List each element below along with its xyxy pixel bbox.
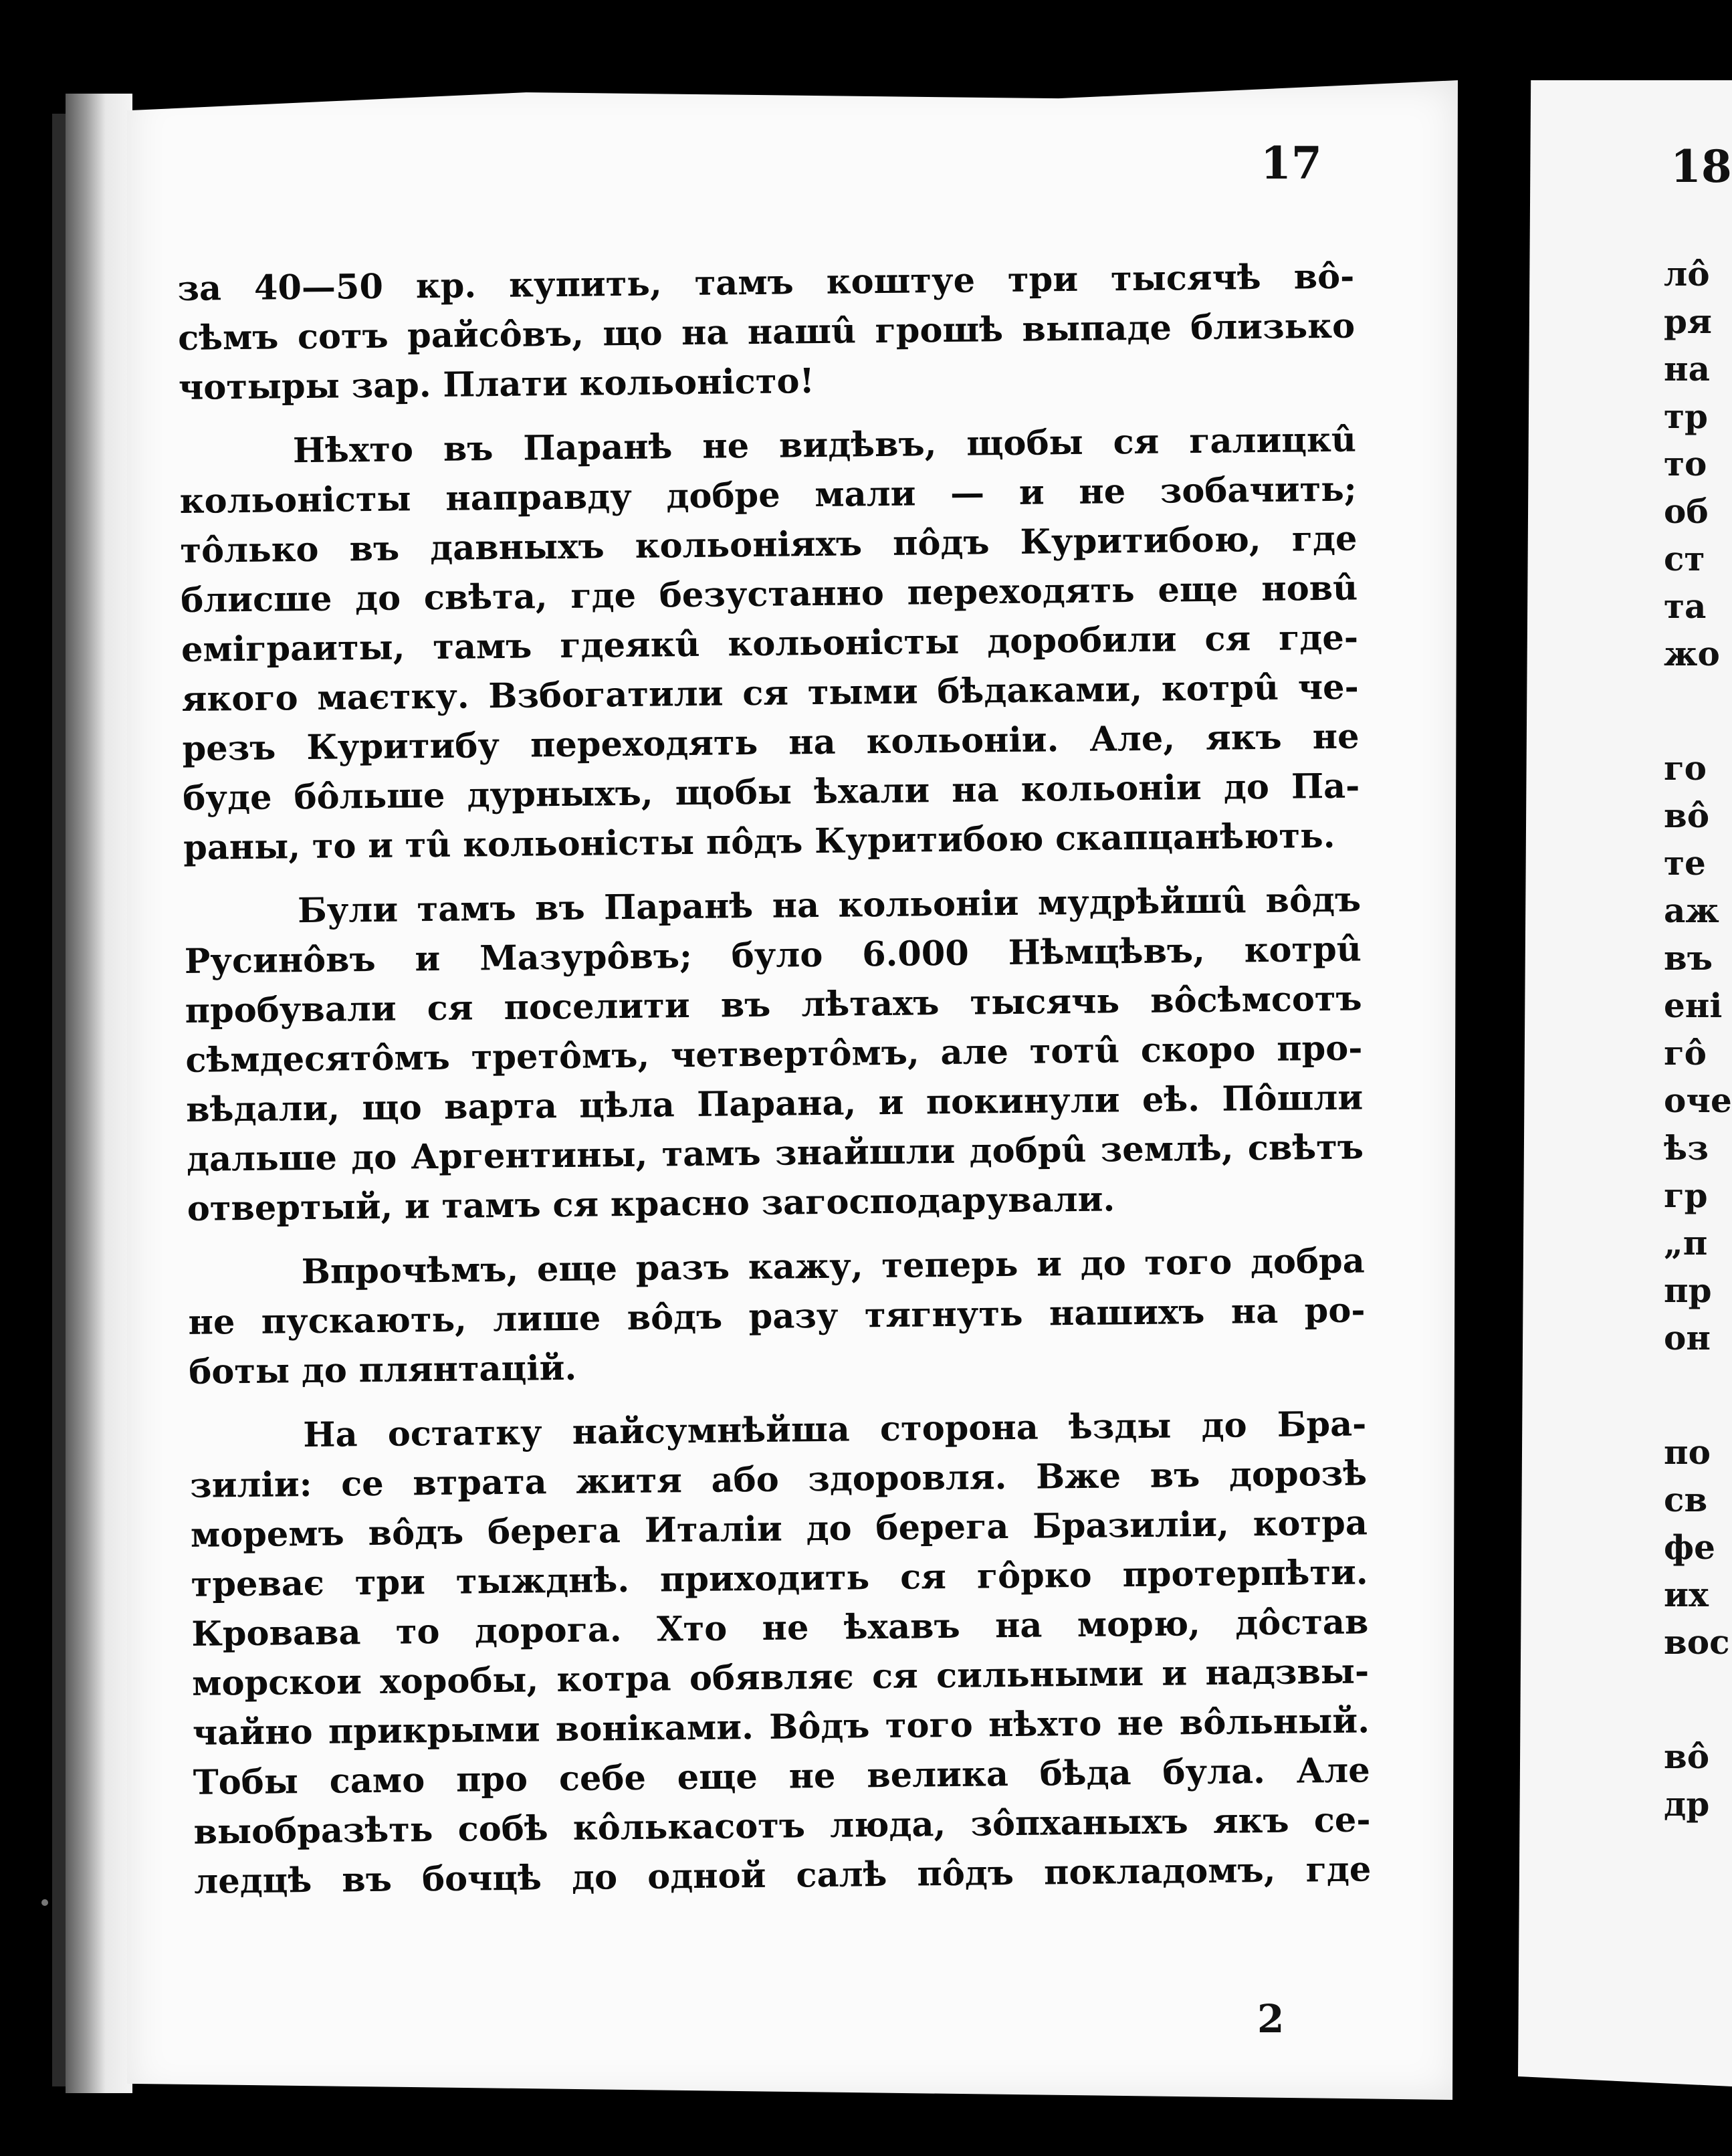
next-page-line-fragment: св (1664, 1480, 1708, 1519)
scan-speck (41, 1899, 48, 1906)
next-page-line-fragment: ря (1664, 302, 1712, 341)
text-line: резъ Куритибу переходять на кольоніи. Але, якъ не (182, 716, 1360, 769)
next-page-line-fragment: та (1664, 586, 1707, 626)
text-line: якого маєтку. Взбогатили ся тыми бѣдаками, котрû че- (181, 667, 1360, 720)
paragraph-5 (189, 1399, 1372, 1906)
next-page-line-fragment: те (1664, 843, 1706, 883)
text-line: кольоністы направду добре мали — и не зобачить; (179, 469, 1357, 522)
next-page-line-fragment: лô (1664, 254, 1710, 294)
next-page-number: 18 (1670, 140, 1732, 193)
next-page-line-fragment: фе (1664, 1527, 1715, 1567)
text-line: Тобы само про себе еще не велика бѣда була. Але (193, 1750, 1370, 1803)
next-page-gap (1664, 1366, 1717, 1432)
next-page-line-fragment: по (1664, 1432, 1711, 1472)
text-line: за 40—50 кр. купить, тамъ коштуе три тысячѣ вô- (177, 256, 1355, 309)
text-line: сѣмдесятôмъ третôмъ, четвертôмъ, але тотû скоро про- (185, 1028, 1363, 1081)
paragraph-3 (184, 875, 1364, 1234)
text-line: моремъ вôдъ берега Италіи до берега Бразиліи, котра (190, 1503, 1368, 1555)
text-line: блисше до свѣта, где безустанно переходять еще новû (180, 568, 1358, 621)
text-line: Впрочѣмъ, еще разъ кажу, теперь и до того добра (301, 1241, 1366, 1293)
text-line: вѣдали, що варта цѣла Парана, и покинули еѣ. Пôшли (185, 1077, 1364, 1130)
text-line: Русинôвъ и Мазурôвъ; було 6.000 Нѣмцѣвъ, котрû (184, 929, 1362, 982)
text-line: морскои хоробы, котра обявляє ся сильными и надзвы- (191, 1651, 1370, 1704)
next-page-line-fragment: въ (1664, 938, 1713, 978)
text-line: На остатку найсумнѣйша сторона ѣзды до Бра- (303, 1404, 1367, 1456)
paragraph-1 (177, 252, 1356, 413)
text-line: зиліи: се втрата житя або здоровля. Вже въ дорозѣ (189, 1453, 1368, 1506)
text-line: треває три тыжднѣ. приходить ся гôрко протерпѣти. (191, 1552, 1368, 1605)
next-page-line-fragment: их (1664, 1575, 1709, 1614)
next-page-text-fragments (1664, 254, 1732, 1832)
next-page-line-fragment: тр (1664, 397, 1708, 436)
next-page-line-fragment: др (1664, 1784, 1710, 1824)
next-page-line-fragment: то (1664, 444, 1707, 483)
next-page-line-fragment: ст (1664, 539, 1705, 578)
next-page-line-fragment: гр (1664, 1176, 1708, 1215)
text-line: раны, то и тû кольоністы пôдъ Куритибою скапцанѣють. (183, 815, 1335, 868)
text-line: Нѣхто въ Паранѣ не видѣвъ, щобы ся галицкû (292, 419, 1357, 471)
next-page-gap (1664, 1670, 1717, 1737)
next-page-line-fragment: на (1664, 349, 1710, 389)
text-line: сѣмъ сотъ райсôвъ, що на нашû грошѣ выпаде близько (177, 306, 1356, 358)
text-line: тôлько въ давныхъ кольоніяхъ пôдъ Куритибою, где (180, 518, 1358, 571)
next-page-gap (1664, 681, 1717, 748)
text-line: пробували ся поселити въ лѣтахъ тысячь вôсѣмсотъ (185, 978, 1362, 1031)
paragraph-2 (179, 415, 1361, 873)
text-line: ледцѣ въ бочцѣ до одной салѣ пôдъ покладомъ, где (194, 1849, 1372, 1902)
text-line: не пускають, лише вôдъ разу тягнуть нашихъ на ро- (188, 1290, 1366, 1343)
next-page-line-fragment: ѣз (1664, 1128, 1709, 1168)
next-page-line-fragment: вô (1664, 1737, 1710, 1776)
next-page-line-fragment: „п (1664, 1223, 1708, 1263)
page-number: 17 (1261, 137, 1322, 189)
text-line: дальше до Аргентины, тамъ знайшли добрû землѣ, свѣтъ (186, 1127, 1364, 1180)
text-line: боты до плянтацій. (189, 1348, 577, 1392)
next-page-line-fragment: жо (1664, 634, 1720, 673)
text-line: выобразѣть собѣ кôлькасотъ люда, зôпханыхъ якъ се- (193, 1800, 1371, 1852)
signature-mark: 2 (1257, 1996, 1285, 2042)
next-page-line-fragment: об (1664, 492, 1709, 531)
page-text (177, 252, 1372, 1921)
text-line: чайно прикрыми воніками. Вôдъ того нѣхто не вôльный. (192, 1701, 1370, 1753)
book-page-edges (66, 94, 132, 2093)
text-line: Були тамъ въ Паранѣ на кольоніи мудрѣйшû вôдъ (297, 879, 1362, 932)
next-page-line-fragment: вô (1664, 796, 1710, 835)
next-page-line-fragment: ені (1664, 986, 1723, 1025)
paragraph-4 (187, 1236, 1366, 1396)
next-page-line-fragment: аж (1664, 891, 1719, 930)
text-line: отвертый, и тамъ ся красно загосподарували. (187, 1179, 1115, 1229)
text-line: чотыры зар. Плати кольоністо! (178, 361, 815, 408)
next-page-line-fragment: го (1664, 748, 1707, 788)
next-page-line-fragment: вос (1664, 1622, 1730, 1662)
text-line: буде бôльше дурныхъ, щобы ѣхали на кольоніи до Па- (183, 766, 1360, 819)
text-line: Кровава то дорога. Хто не ѣхавъ на морю, дôстав (191, 1602, 1369, 1654)
next-page-line-fragment: он (1664, 1318, 1711, 1358)
next-page-line-fragment: пр (1664, 1271, 1712, 1310)
text-line: еміграиты, тамъ гдеякû кольоністы доробили ся где- (181, 617, 1359, 670)
next-page-line-fragment: гô (1664, 1033, 1707, 1073)
next-page-line-fragment: оче (1664, 1081, 1732, 1120)
